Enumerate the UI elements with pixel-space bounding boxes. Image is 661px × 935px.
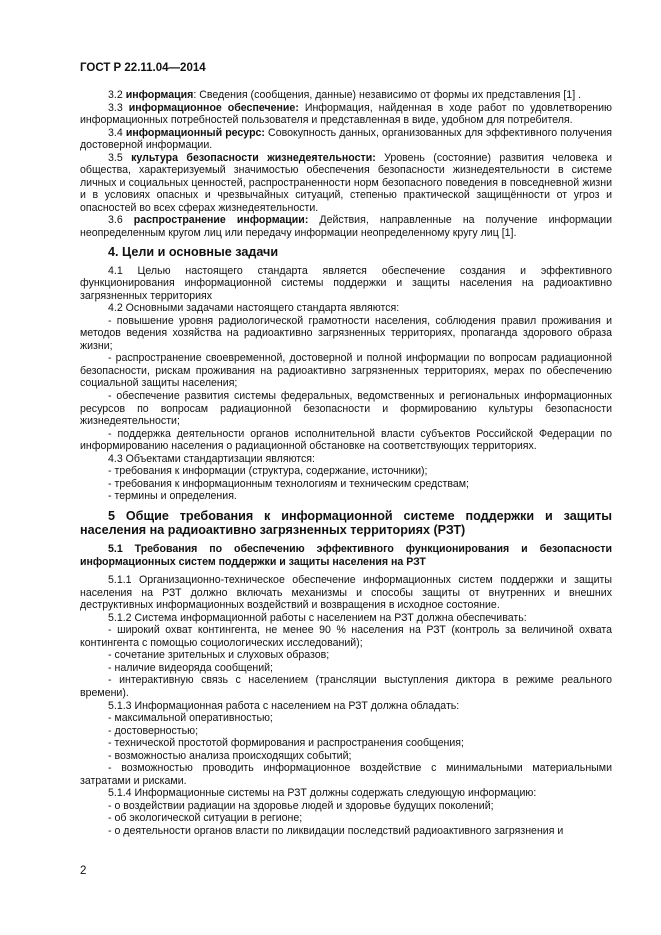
paragraph-5-1-3-intro: 5.1.3 Информационная работа с населением на РЗТ должна обладать:: [108, 699, 460, 712]
definition-number: 3.5: [108, 151, 123, 164]
list-item: - термины и определения.: [108, 490, 237, 503]
list-item: - распространение своевременной, достоверной и полной информации по вопросам радиационной безопасности, рискам проживания на радиоактивно загрязненных территориях, мерах по обеспечению социальной защиты населения;: [80, 352, 612, 390]
section-5-heading: 5 Общие требования к информационной системе поддержки и защиты населения на радиоактивно загрязненных территориях (РЗТ): [80, 508, 612, 537]
list-item: - технической простотой формирования и распространения сообщения;: [108, 737, 464, 750]
definition-number: 3.3: [108, 101, 123, 114]
list-item: - наличие видеоряда сообщений;: [108, 661, 274, 674]
definition-text: Действия, направленные на получение информации неопределенным кругом лиц или передачу информации неопределенному кругу лиц [1].: [80, 214, 612, 240]
document-header: ГОСТ Р 22.11.04—2014: [80, 62, 206, 74]
list-item: - возможностью проводить информационное воздействие с минимальными материальными затратами и рисками.: [80, 762, 612, 787]
definition-number: 3.2: [108, 89, 123, 101]
definition-number: 3.6: [108, 214, 123, 227]
paragraph-4-1: 4.1 Целью настоящего стандарта является обеспечение создания и эффективного функционирования информационной системы поддержки и защиты населения на радиоактивно загрязненных территориях: [80, 264, 612, 302]
list-item: - повышение уровня радиологической грамотности населения, соблюдения правил проживания и методов ведения хозяйства на радиоактивно загрязненных территориях, пропаганда здорового образа жизни;: [80, 314, 612, 352]
paragraph-4-3-intro: 4.3 Объектами стандартизации являются:: [108, 452, 315, 465]
list-item: - поддержка деятельности органов исполнительной власти субъектов Российской Федерации по информированию населения о радиационной обстановке на соответствующих территориях.: [80, 427, 612, 453]
list-item: - о деятельности органов власти по ликвидации последствий радиоактивного загрязнения и: [108, 824, 564, 837]
definition-3-3: [80, 102, 612, 127]
list-item: - о воздействии радиации на здоровье людей и здоровье будущих поколений;: [108, 799, 494, 812]
paragraph-4-2-intro: 4.2 Основными задачами настоящего стандарта являются:: [108, 302, 400, 315]
definition-text: Информация, найденная в ходе работ по удовлетворению информационных потребностей пользователя и представленная в виде, удобном для потребителя.: [80, 101, 612, 127]
list-item: - об экологической ситуации в регионе;: [108, 812, 303, 825]
list-item: - широкий охват контингента, не менее 90 % населения на РЗТ (контроль за величиной охвата контингента с помощью социологических исследований);: [80, 624, 612, 649]
list-item: - требования к информации (структура, содержание, источники);: [108, 465, 428, 478]
definition-term: информационное обеспечение:: [128, 101, 299, 114]
list-item: - максимальной оперативностью;: [108, 712, 273, 725]
list-item: - сочетание зрительных и слуховых образов;: [108, 649, 330, 662]
list-item: - требования к информационным технологиям и техническим средствам;: [108, 477, 469, 490]
list-item: - интерактивную связь с населением (трансляции выступления диктора в режиме реального времени).: [80, 674, 612, 699]
paragraph-5-1-2-intro: 5.1.2 Система информационной работы с населением на РЗТ должна обеспечивать:: [108, 611, 527, 624]
definition-3-2: [80, 89, 612, 102]
definition-text: Уровень (состояние) развития человека и общества, характеризуемый значимостью обеспечения безопасности жизнедеятельности в системе личных и социальных ценностей, распространенности норм безопасного поведения в повседневной жизни и в условиях опасных и чрезвычайных ситуаций, степенью практической защищённости от угроз и опасностей во всех сферах жизнедеятельности.: [80, 151, 612, 214]
definition-number: 3.4: [108, 126, 123, 139]
definition-term: распространение информации:: [133, 214, 309, 227]
page-number: 2: [80, 865, 87, 877]
definition-3-5: [80, 152, 612, 215]
subsection-5-1-heading: 5.1 Требования по обеспечению эффективного функционирования и безопасности информационных систем поддержки и защиты населения на РЗТ: [80, 542, 612, 568]
definition-text: Совокупность данных, организованных для эффективного получения достоверной информации.: [80, 126, 612, 152]
document-body: [80, 89, 612, 838]
definition-3-6: [80, 214, 612, 239]
paragraph-5-1-1: 5.1.1 Организационно-техническое обеспечение информационных систем поддержки и защиты населения на РЗТ должно включать механизмы и способы защиты от внутренних и внешних деструктивных информационных воздействий и возвращения в исходное состояние.: [80, 574, 612, 612]
paragraph-5-1-4-intro: 5.1.4 Информационные системы на РЗТ должны содержать следующую информацию:: [108, 787, 537, 800]
definition-term: информация: [125, 89, 194, 101]
list-item: - возможностью анализа происходящих событий;: [108, 749, 352, 762]
list-item: - достоверностью;: [108, 724, 199, 737]
section-4-heading: 4. Цели и основные задачи: [108, 244, 279, 259]
definition-term: информационный ресурс:: [125, 126, 265, 139]
definition-text: : Сведения (сообщения, данные) независимо от формы их представления [1] .: [193, 89, 582, 101]
definition-term: культура безопасности жизнедеятельности:: [131, 151, 376, 164]
definition-3-4: [80, 127, 612, 152]
list-item: - обеспечение развития системы федеральных, ведомственных и региональных информационных ресурсов по вопросам радиационной безопасности и формированию культуры безопасности жизнедеятельности;: [80, 390, 612, 428]
